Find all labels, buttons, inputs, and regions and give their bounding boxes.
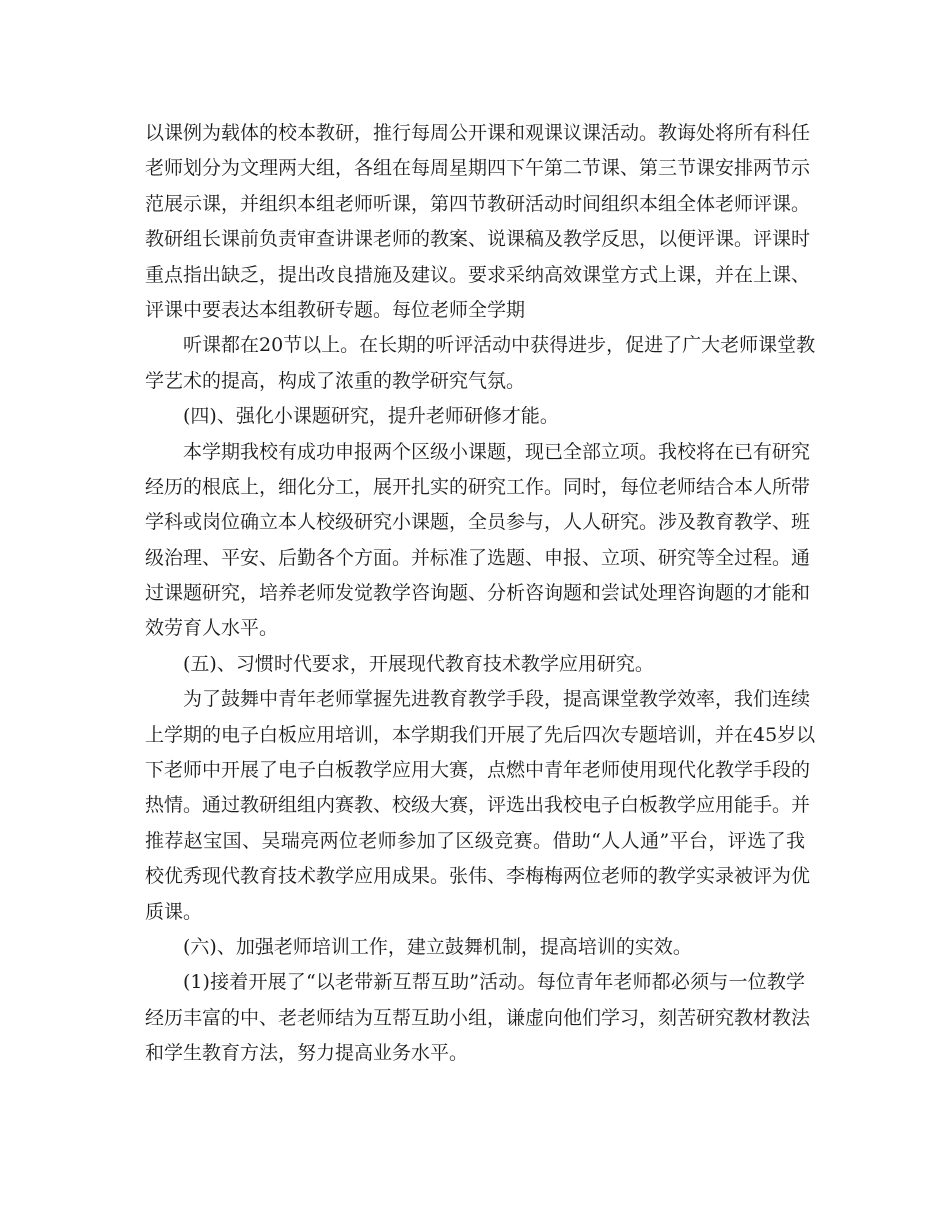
text-line: 经历的根底上，细化分工，展开扎实的研究工作。同时，每位老师结合本人所带 bbox=[145, 475, 811, 498]
text-line: 级治理、平安、后勤各个方面。并标准了选题、申报、立项、研究等全过程。通 bbox=[145, 546, 811, 569]
text-line: 重点指出缺乏，提出改良措施及建议。要求采纳高效课堂方式上课，并在上课、 bbox=[145, 263, 811, 286]
paragraph-first-line: 为了鼓舞中青年老师掌握先进教育教学手段，提高课堂教学效率，我们连续 bbox=[183, 688, 811, 711]
text-line: 评课中要表达本组教研专题。每位老师全学期 bbox=[145, 298, 526, 321]
text-line: 以课例为载体的校本教研，推行每周公开课和观课议课活动。教诲处将所有科任 bbox=[145, 122, 811, 144]
document-body bbox=[145, 116, 816, 1072]
text-line: 热情。通过教研组组内赛教、校级大赛，评选出我校电子白板教学应用能手。并 bbox=[145, 794, 811, 817]
text-line: 校优秀现代教育技术教学应用成果。张伟、李梅梅两位老师的教学实录被评为优 bbox=[145, 865, 811, 888]
section-heading: (四)、强化小课题研究，提升老师研修才能。 bbox=[183, 405, 559, 428]
section-heading: (六)、加强老师培训工作，建立鼓舞机制，提高培训的实效。 bbox=[183, 935, 692, 958]
text-line: 下老师中开展了电子白板教学应用大赛，点燃中青年老师使用现代化教学手段的 bbox=[145, 759, 811, 782]
paragraph-first-line: 本学期我校有成功申报两个区级小课题，现已全部立项。我校将在已有研究 bbox=[183, 440, 811, 463]
text-line: 学艺术的提高，构成了浓重的教学研究气氛。 bbox=[145, 369, 526, 392]
text-line: 质课。 bbox=[145, 900, 203, 923]
paragraph-first-line: 听课都在20节以上。在长期的听评活动中获得进步，促进了广大老师课堂教 bbox=[183, 334, 816, 357]
section-heading: (五)、习惯时代要求，开展现代教育技术教学应用研究。 bbox=[183, 652, 654, 675]
text-line: 和学生教育方法，努力提高业务水平。 bbox=[145, 1042, 469, 1065]
paragraph-first-line: (1)接着开展了“以老带新互帮互助”活动。每位青年老师都必须与一位教学 bbox=[183, 971, 805, 994]
text-line: 学科或岗位确立本人校级研究小课题，全员参与，人人研究。涉及教育教学、班 bbox=[145, 511, 811, 534]
text-line: 过课题研究，培养老师发觉教学咨询题、分析咨询题和尝试处理咨询题的才能和 bbox=[145, 582, 811, 605]
text-line: 范展示课，并组织本组老师听课，第四节教研活动时间组织本组全体老师评课。 bbox=[145, 192, 811, 215]
text-line: 教研组长课前负责审查讲课老师的教案、说课稿及教学反思，以便评课。评课时 bbox=[145, 228, 811, 251]
text-line: 上学期的电子白板应用培训，本学期我们开展了先后四次专题培训，并在45岁以 bbox=[145, 723, 816, 746]
text-line: 效劳育人水平。 bbox=[145, 617, 279, 640]
text-line: 老师划分为文理两大组，各组在每周星期四下午第二节课、第三节课安排两节示 bbox=[145, 157, 811, 180]
text-line: 推荐赵宝国、吴瑞亮两位老师参加了区级竞赛。借助“人人通”平台，评选了我 bbox=[145, 829, 805, 852]
text-line: 经历丰富的中、老老师结为互帮互助小组，谦虚向他们学习，刻苦研究教材教法 bbox=[145, 1006, 811, 1029]
